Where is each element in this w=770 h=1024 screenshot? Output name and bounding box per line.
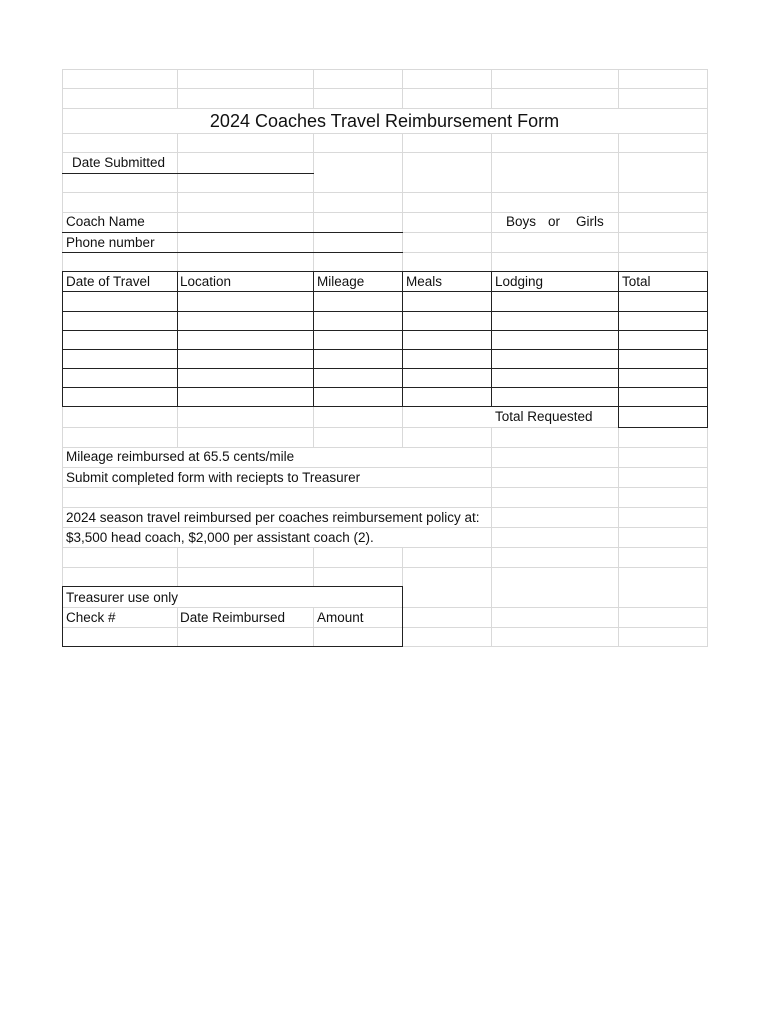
table-cell[interactable] — [494, 388, 616, 405]
table-border — [618, 427, 708, 428]
table-cell[interactable] — [621, 312, 705, 329]
grid-line — [62, 192, 708, 193]
table-cell[interactable] — [494, 350, 616, 367]
table-cell[interactable] — [621, 331, 705, 348]
or-label: or — [548, 214, 561, 229]
table-cell[interactable] — [405, 369, 489, 386]
box-border — [62, 646, 403, 647]
table-cell[interactable] — [494, 292, 616, 310]
boys-option[interactable]: Boys — [506, 214, 537, 229]
table-cell[interactable] — [65, 331, 175, 348]
table-cell[interactable] — [316, 331, 400, 348]
table-cell[interactable] — [316, 388, 400, 405]
column-header: Location — [180, 274, 232, 289]
table-cell[interactable] — [405, 388, 489, 405]
table-cell[interactable] — [180, 292, 311, 310]
table-border — [313, 271, 314, 407]
grid-line — [402, 232, 708, 233]
table-cell[interactable] — [316, 292, 400, 310]
column-header: Lodging — [495, 274, 544, 289]
grid-line — [402, 646, 708, 647]
table-border — [618, 271, 619, 428]
amount-field[interactable] — [314, 628, 402, 646]
mileage-note: Mileage reimbursed at 65.5 cents/mile — [66, 449, 295, 464]
phone-number-field[interactable] — [62, 252, 403, 253]
table-cell[interactable] — [180, 388, 311, 405]
table-cell[interactable] — [65, 350, 175, 367]
table-cell[interactable] — [405, 331, 489, 348]
policy-note-line2: $3,500 head coach, $2,000 per assistant coach (2). — [66, 530, 374, 545]
grid-line — [62, 547, 708, 548]
check-number-label: Check # — [66, 610, 116, 625]
coach-name-label: Coach Name — [66, 214, 145, 229]
grid-line — [62, 507, 708, 508]
grid-line — [313, 69, 314, 109]
form-title: 2024 Coaches Travel Reimbursement Form — [209, 111, 560, 131]
column-header: Mileage — [317, 274, 365, 289]
grid-line — [62, 212, 708, 213]
table-cell[interactable] — [494, 331, 616, 348]
table-border — [707, 271, 708, 428]
table-cell[interactable] — [316, 312, 400, 329]
table-cell[interactable] — [621, 350, 705, 367]
phone-number-label: Phone number — [66, 235, 155, 250]
grid-line — [62, 69, 708, 70]
grid-line — [62, 152, 708, 153]
grid-line — [177, 69, 178, 109]
date-submitted-field[interactable] — [62, 173, 314, 174]
table-border — [177, 271, 178, 407]
girls-option[interactable]: Girls — [576, 214, 604, 229]
table-cell[interactable] — [494, 312, 616, 329]
check-number-field[interactable] — [63, 628, 177, 646]
grid-line — [402, 252, 708, 253]
table-border — [62, 406, 708, 407]
table-border — [62, 271, 708, 272]
table-border — [491, 271, 492, 407]
grid-line — [63, 607, 402, 608]
grid-line — [62, 567, 708, 568]
total-requested-label: Total Requested — [495, 409, 593, 424]
table-cell[interactable] — [180, 369, 311, 386]
table-cell[interactable] — [180, 331, 311, 348]
grid-line — [62, 467, 708, 468]
coach-name-field[interactable] — [62, 232, 403, 233]
table-cell[interactable] — [65, 292, 175, 310]
grid-line — [62, 133, 708, 134]
date-reimbursed-label: Date Reimbursed — [180, 610, 286, 625]
table-cell[interactable] — [316, 369, 400, 386]
table-cell[interactable] — [180, 350, 311, 367]
box-border — [62, 586, 403, 587]
table-cell[interactable] — [494, 369, 616, 386]
table-cell[interactable] — [316, 350, 400, 367]
table-cell[interactable] — [65, 312, 175, 329]
table-cell[interactable] — [621, 369, 705, 386]
table-cell[interactable] — [405, 312, 489, 329]
box-border — [402, 586, 403, 647]
grid-line — [62, 527, 708, 528]
policy-note-line1: 2024 season travel reimbursed per coaches reimbursement policy at: — [66, 510, 480, 525]
grid-line — [491, 69, 492, 109]
treasurer-heading: Treasurer use only — [66, 590, 179, 605]
table-cell[interactable] — [65, 369, 175, 386]
column-header: Meals — [406, 274, 443, 289]
grid-line — [62, 88, 708, 89]
column-header: Total — [622, 274, 651, 289]
date-submitted-label: Date Submitted — [72, 155, 166, 170]
grid-line — [618, 69, 619, 109]
table-cell[interactable] — [405, 292, 489, 310]
table-border — [62, 271, 63, 407]
total-requested-field[interactable] — [622, 408, 706, 426]
column-header: Date of Travel — [66, 274, 151, 289]
table-cell[interactable] — [621, 292, 705, 310]
grid-line — [618, 427, 619, 647]
amount-label: Amount — [317, 610, 364, 625]
grid-line — [62, 427, 708, 428]
grid-line — [402, 607, 708, 608]
grid-line — [62, 487, 708, 488]
submit-note: Submit completed form with reciepts to Treasurer — [66, 470, 361, 485]
table-cell[interactable] — [405, 350, 489, 367]
grid-line — [402, 69, 403, 109]
table-border — [402, 271, 403, 407]
table-cell[interactable] — [621, 388, 705, 405]
grid-line — [402, 627, 708, 628]
table-cell[interactable] — [180, 312, 311, 329]
date-reimbursed-field[interactable] — [178, 628, 313, 646]
grid-line — [491, 427, 492, 647]
table-cell[interactable] — [65, 388, 175, 405]
